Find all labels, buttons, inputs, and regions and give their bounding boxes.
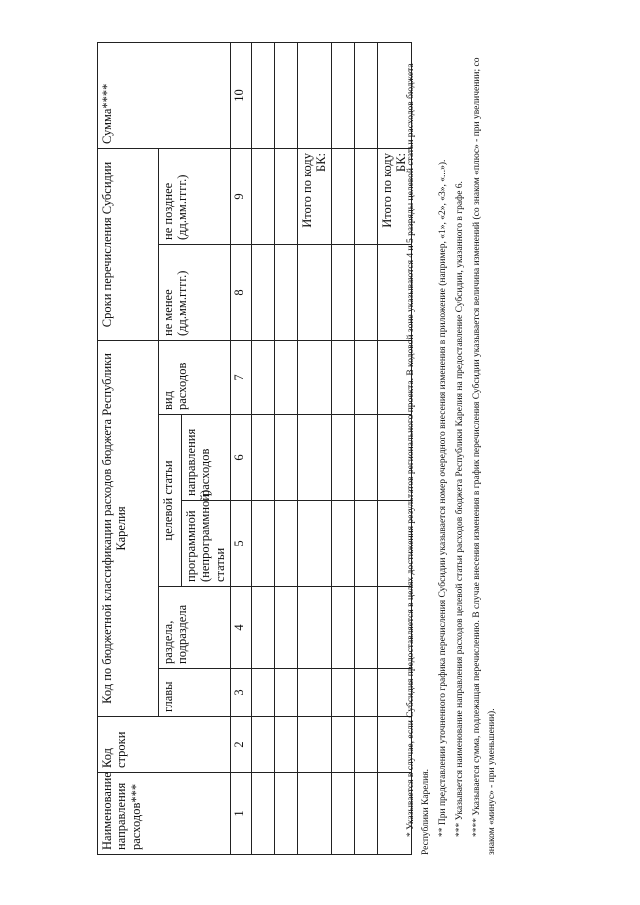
empty-cell [275, 148, 298, 244]
empty-cell [252, 669, 275, 717]
total-by-bk-label: Итого по коду БК: [377, 148, 411, 244]
header-chapter: главы [159, 669, 231, 717]
empty-cell [354, 587, 377, 669]
empty-cell [354, 669, 377, 717]
empty-cell [275, 42, 298, 148]
empty-cell [331, 42, 354, 148]
empty-cell [298, 501, 332, 587]
empty-cell [354, 415, 377, 501]
col-number: 8 [231, 244, 252, 340]
header-target-article: целевой статьи [159, 415, 182, 587]
empty-cell [275, 587, 298, 669]
header-not-later: не позднее (дд.мм.гггг.) [159, 148, 231, 244]
empty-cell [252, 244, 275, 340]
empty-cell [252, 717, 275, 773]
empty-cell [354, 501, 377, 587]
empty-cell [331, 773, 354, 855]
header-transfer-terms: Сроки перечисления Субсидии [98, 148, 159, 340]
empty-cell [252, 340, 275, 414]
empty-cell [298, 244, 332, 340]
empty-cell [331, 415, 354, 501]
table-row [275, 42, 298, 854]
empty-cell [275, 244, 298, 340]
empty-cell [252, 415, 275, 501]
header-not-earlier: не менее (дд.мм.гггг.) [159, 244, 231, 340]
empty-cell [354, 340, 377, 414]
empty-cell [298, 415, 332, 501]
empty-cell [354, 42, 377, 148]
footnote: * Указывается в случае, если Субсидия предоставляется в целях достижения результатов регионального проекта. В кодовой зоне указываются 4 и 5 разряды целевой статьи расходов бюджета Республики Карелия. [406, 63, 431, 855]
footnote: *** Указывается наименование направления расходов целевой статьи расходов бюджета Республики Карелия на предоставление Субсидии, указанного в графе 6. [455, 181, 465, 837]
empty-cell [298, 773, 332, 855]
empty-cell [354, 244, 377, 340]
footnote: ** При представлении уточненного графика перечисления Субсидии указывается номер очередного внесения изменения в приложение (например, «1», «2», «3», «...»). [438, 159, 448, 837]
empty-cell [252, 501, 275, 587]
empty-cell [331, 587, 354, 669]
empty-cell [275, 501, 298, 587]
header-expense-direction: направления расходов [182, 415, 231, 501]
empty-cell [298, 717, 332, 773]
col-number: 9 [231, 148, 252, 244]
empty-cell [298, 587, 332, 669]
empty-cell [298, 340, 332, 414]
col-number: 3 [231, 669, 252, 717]
subsidy-schedule-table [97, 42, 412, 855]
empty-cell [331, 244, 354, 340]
total-by-bk-label: Итого по коду БК: [298, 148, 332, 244]
empty-cell [354, 148, 377, 244]
header-program-article: программной (непрограммной) статьи [182, 501, 231, 587]
empty-cell [252, 42, 275, 148]
empty-cell [252, 773, 275, 855]
header-expense-type: вид расходов [159, 340, 231, 414]
empty-cell [252, 148, 275, 244]
col-number: 2 [231, 717, 252, 773]
empty-cell [331, 501, 354, 587]
col-number: 1 [231, 773, 252, 855]
empty-cell [354, 717, 377, 773]
empty-cell [275, 773, 298, 855]
empty-cell [252, 587, 275, 669]
col-number: 6 [231, 415, 252, 501]
table-row [252, 42, 275, 854]
table-row [331, 42, 354, 854]
footnote: **** Указывается сумма, подлежащая перечислению. В случае внесения изменения в график перечисления Субсидии указывается величина изменений (со знаком «плюс» - при увеличении; со знаком «минус» - при уменьшении). [472, 57, 497, 855]
header-sum: Сумма**** [98, 42, 231, 148]
empty-cell [331, 148, 354, 244]
header-budget-code: Код по бюджетной классификации расходов бюджета Республики Карелия [98, 340, 159, 716]
empty-cell [331, 717, 354, 773]
empty-cell [354, 773, 377, 855]
col-number: 4 [231, 587, 252, 669]
empty-cell [331, 340, 354, 414]
empty-cell [275, 669, 298, 717]
col-number: 5 [231, 501, 252, 587]
header-code-row: Код строки [98, 717, 231, 773]
col-number: 10 [231, 42, 252, 148]
header-section: раздела, подраздела [159, 587, 231, 669]
total-value-cell [298, 42, 332, 148]
footnotes [404, 43, 502, 855]
header-name: Наименование направления расходов*** [98, 773, 231, 855]
empty-cell [298, 669, 332, 717]
empty-cell [275, 340, 298, 414]
column-number-row [231, 42, 252, 854]
col-number: 7 [231, 340, 252, 414]
empty-cell [275, 717, 298, 773]
table-row [354, 42, 377, 854]
empty-cell [331, 669, 354, 717]
total-row [298, 42, 332, 854]
empty-cell [275, 415, 298, 501]
